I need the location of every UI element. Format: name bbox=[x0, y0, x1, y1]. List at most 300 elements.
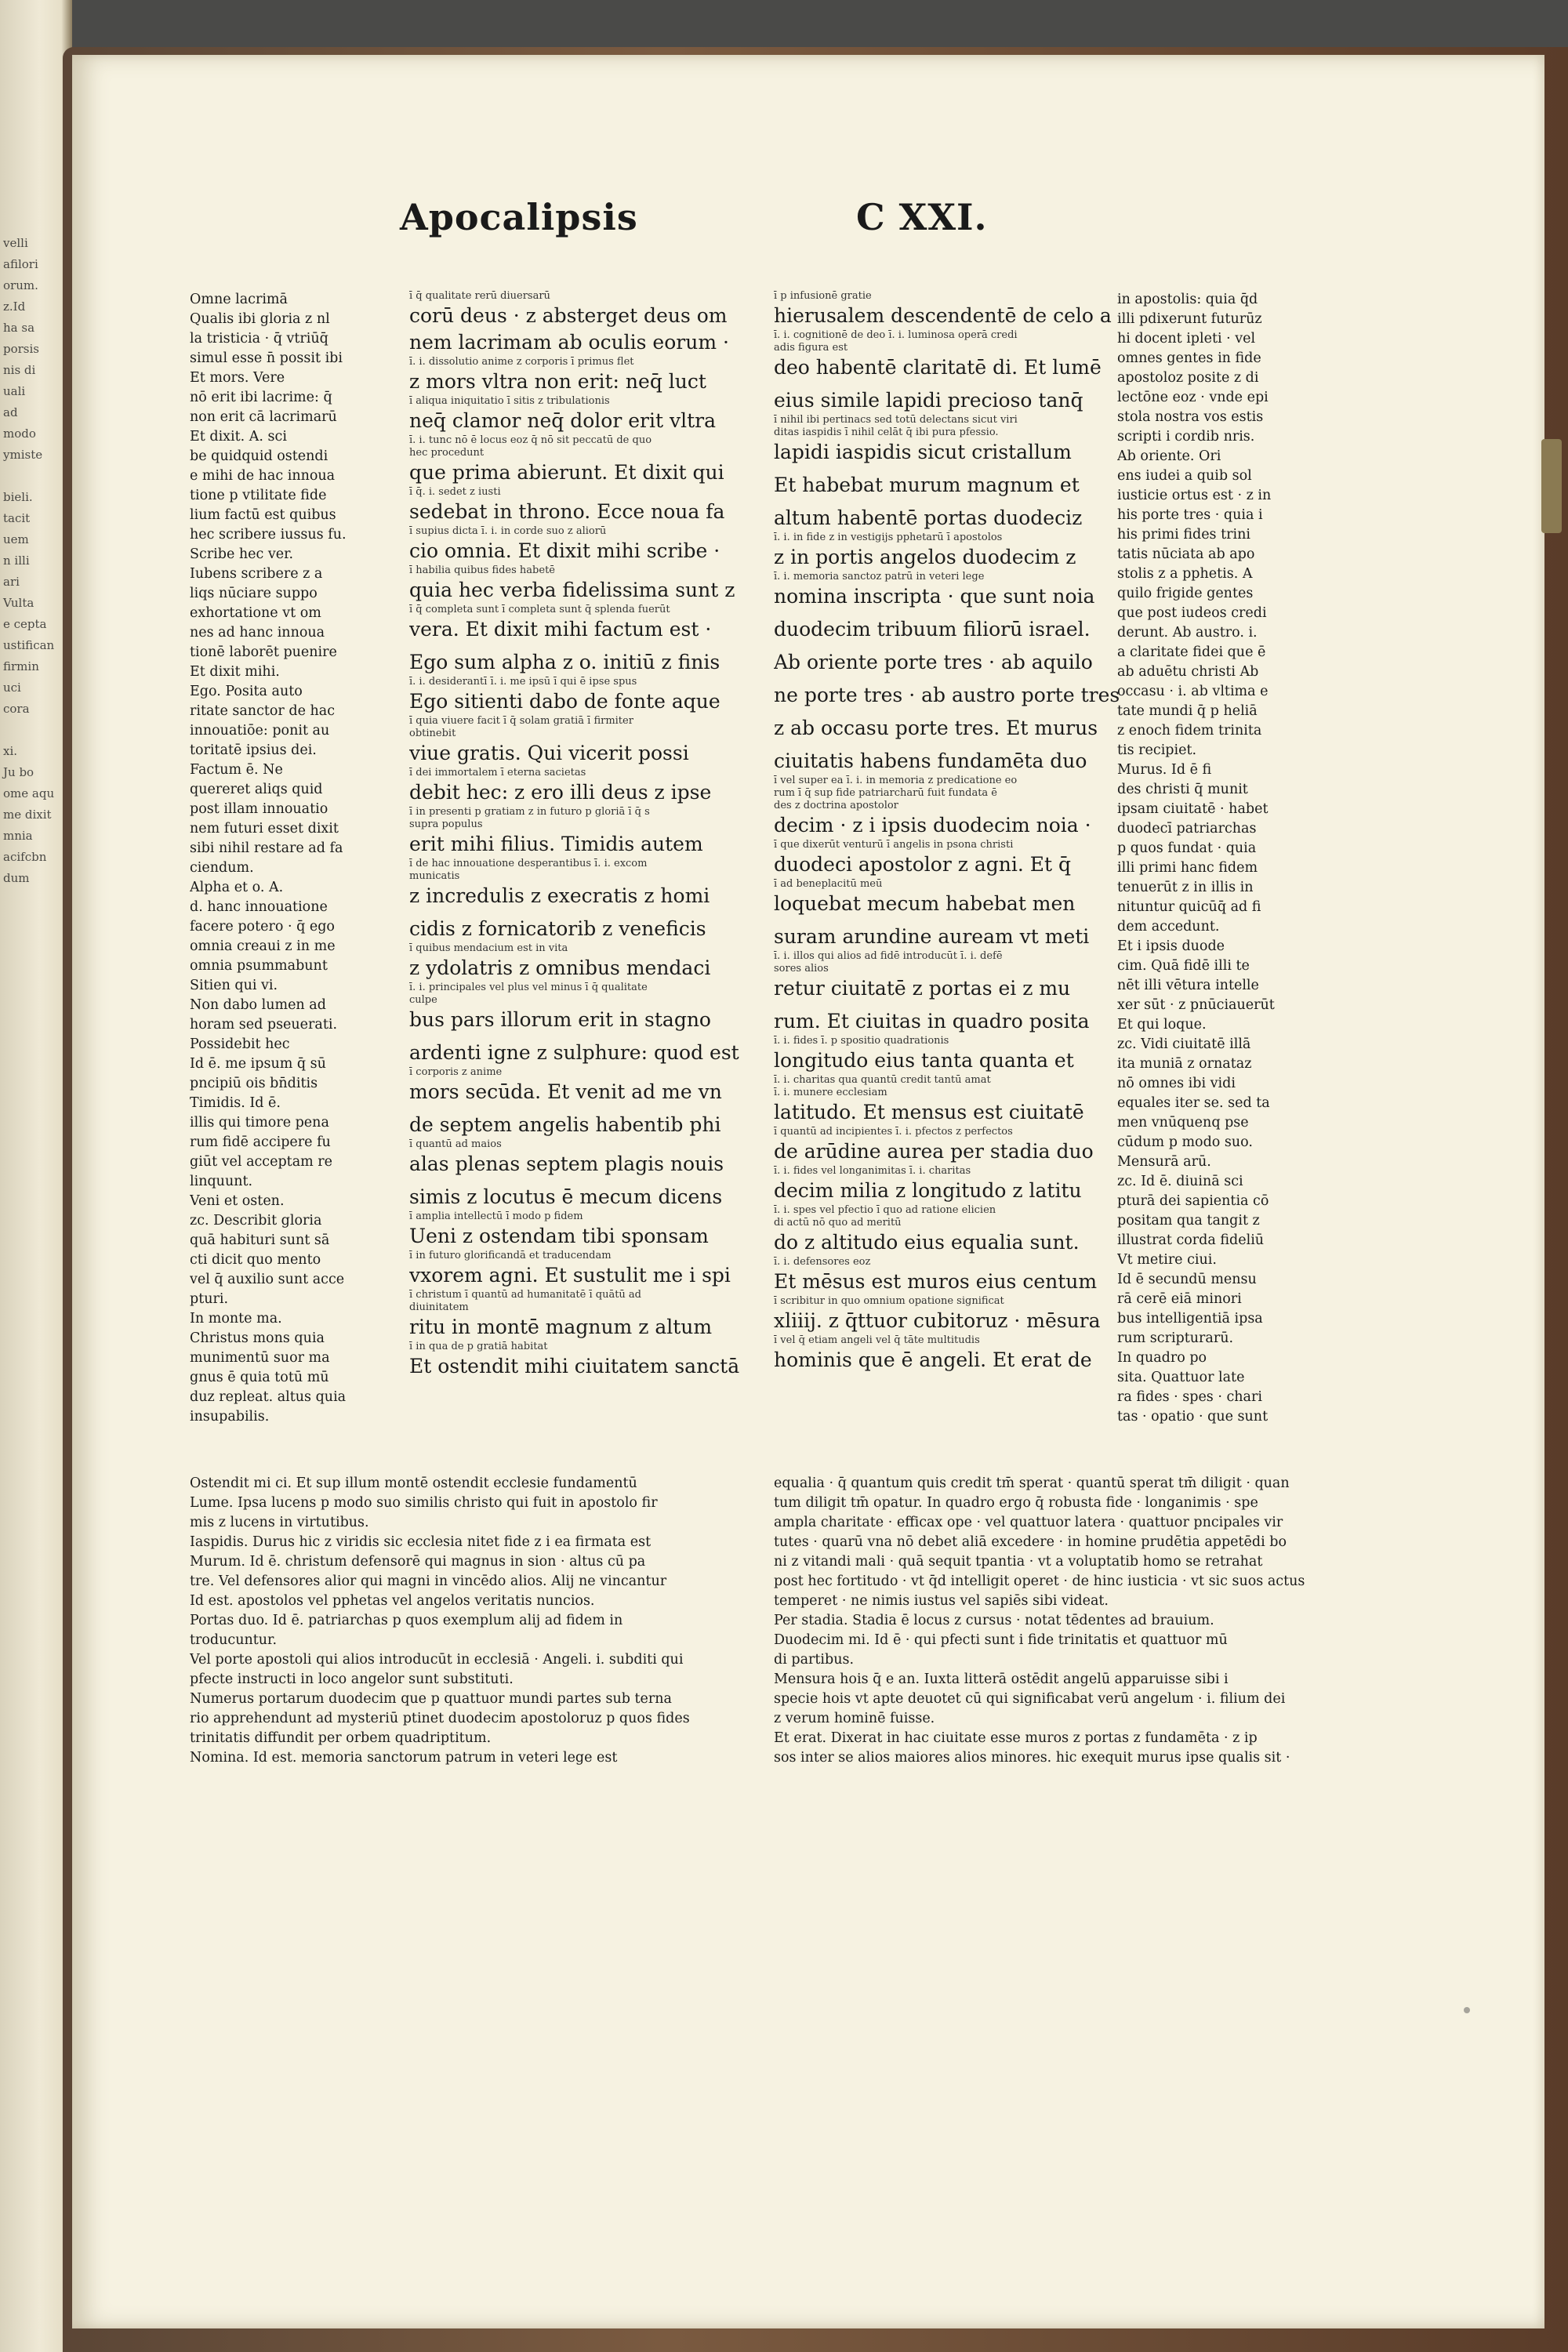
gloss-line: iusticie ortus est · z in bbox=[1117, 488, 1272, 503]
facing-page-fragment: uali bbox=[3, 384, 26, 398]
gloss-line: ra fides · spes · chari bbox=[1117, 1389, 1262, 1405]
text-line: duodecim tribuum filiorū israel. bbox=[774, 618, 1091, 641]
gloss-line: Ostendit mi ci. Et sup illum montē ostendit ecclesie fundamentū bbox=[190, 1475, 637, 1491]
gloss-column-left bbox=[190, 290, 425, 1544]
gloss-line: tate mundi q̄ p heliā bbox=[1117, 703, 1258, 719]
text-line: ne porte tres · ab austro porte tres bbox=[774, 684, 1120, 706]
facing-page-fragment: ustifican bbox=[3, 638, 55, 652]
gloss-line: di partibus. bbox=[774, 1652, 855, 1668]
text-line: hierusalem descendentē de celo a bbox=[774, 304, 1112, 327]
gloss-line: tione p vtilitate fide bbox=[190, 488, 327, 503]
text-line: Et mēsus est muros eius centum bbox=[774, 1270, 1098, 1293]
text-line: Ego sitienti dabo de fonte aque bbox=[409, 690, 720, 713]
gloss-line: ampla charitate · efficax ope · vel quattuor latera · quattuor pncipales vir bbox=[774, 1515, 1283, 1530]
text-line bbox=[409, 643, 778, 649]
gloss-line: ita muniā z ornataz bbox=[1117, 1056, 1252, 1072]
facing-page-fragment: velli bbox=[3, 236, 28, 250]
gloss-line: post illam innouatio bbox=[190, 801, 328, 817]
gloss-line: Et i ipsis duode bbox=[1117, 938, 1225, 954]
facing-page-fragment: ha sa bbox=[3, 321, 35, 335]
gloss-line: pncipiū ois bn̄ditis bbox=[190, 1076, 318, 1091]
facing-page-fragment: afilori bbox=[3, 257, 38, 271]
text-line: de septem angelis habentib phi bbox=[409, 1113, 721, 1136]
gloss-line: nem futuri esset dixit bbox=[190, 821, 339, 837]
gloss-line: p quos fundat · quia bbox=[1117, 840, 1257, 856]
text-line: retur ciuitatē z portas ei z mu bbox=[774, 977, 1071, 1000]
text-line: alas plenas septem plagis nouis bbox=[409, 1152, 724, 1175]
gloss-line: duodecī patriarchas bbox=[1117, 821, 1257, 837]
gloss-line: Factum ē. Ne bbox=[190, 762, 283, 778]
gloss-line: tenuerūt z in illis in bbox=[1117, 880, 1254, 895]
text-line bbox=[774, 499, 1142, 505]
interlinear-gloss: hec procedunt bbox=[409, 447, 485, 459]
text-line bbox=[409, 909, 778, 916]
gloss-line: lectōne eoz · vnde epi bbox=[1117, 390, 1269, 405]
gloss-line: Mensurā arū. bbox=[1117, 1154, 1211, 1170]
text-line: neq̄ clamor neq̄ dolor erit vltra bbox=[409, 409, 717, 432]
gloss-line: duz repleat. altus quia bbox=[190, 1389, 347, 1405]
gloss-line: Christus mons quia bbox=[190, 1330, 325, 1346]
text-line: xliiij. z q̄ttuor cubitoruz · mēsura bbox=[774, 1309, 1101, 1332]
facing-page-fragment: bieli. bbox=[3, 490, 33, 504]
gloss-line: nēt illi vētura intelle bbox=[1117, 978, 1259, 993]
interlinear-gloss: ī. i. fides vel longanimitas ī. i. charitas bbox=[774, 1165, 971, 1177]
gloss-line: munimentū suor ma bbox=[190, 1350, 330, 1366]
gloss-line: omnes gentes in fide bbox=[1117, 350, 1261, 366]
interlinear-gloss: ī in presenti p gratiam z in futuro p gloriā ī q̄ s bbox=[409, 806, 650, 818]
text-line: simis z locutus ē mecum dicens bbox=[409, 1185, 723, 1208]
gloss-line: Non dabo lumen ad bbox=[190, 997, 326, 1013]
interlinear-gloss: culpe bbox=[409, 994, 437, 1006]
interlinear-gloss: obtinebit bbox=[409, 728, 456, 739]
text-line: z ab occasu porte tres. Et murus bbox=[774, 717, 1098, 739]
gloss-line: equales iter se. sed ta bbox=[1117, 1095, 1270, 1111]
gloss-line: hec scribere iussus fu. bbox=[190, 527, 347, 543]
main-text-column-2 bbox=[774, 290, 1142, 1537]
text-line: nomina inscripta · que sunt noia bbox=[774, 585, 1095, 608]
gloss-line: specie hois vt apte deuotet cū qui significabat verū angelum · i. filium dei bbox=[774, 1691, 1286, 1707]
interlinear-gloss: ī scribitur in quo omnium opatione significat bbox=[774, 1295, 1004, 1307]
paper-spot bbox=[1464, 2007, 1470, 2013]
interlinear-gloss: ī habilia quibus fides habetē bbox=[409, 564, 555, 576]
interlinear-gloss: ī quantū ad incipientes ī. i. pfectos z perfectos bbox=[774, 1126, 1013, 1138]
text-line: latitudo. Et mensus est ciuitatē bbox=[774, 1101, 1084, 1123]
gloss-line: Et qui loque. bbox=[1117, 1017, 1207, 1033]
gloss-line: sibi nihil restare ad fa bbox=[190, 840, 343, 856]
gloss-line: post hec fortitudo · vt q̄d intelligit operet · de hinc iusticia · vt sic suos actus bbox=[774, 1573, 1305, 1589]
interlinear-gloss: ī quibus mendacium est in vita bbox=[409, 942, 568, 954]
gloss-line: Et dixit mihi. bbox=[190, 664, 280, 680]
interlinear-gloss: ī que dixerūt venturū ī angelis in psona christi bbox=[774, 839, 1014, 851]
text-line bbox=[774, 709, 1142, 715]
gloss-line: men vnūquenq pse bbox=[1117, 1115, 1249, 1131]
text-line: mors secūda. Et venit ad me vn bbox=[409, 1080, 722, 1103]
gloss-line: mis z lucens in virtutibus. bbox=[190, 1515, 369, 1530]
gloss-line: Scribe hec ver. bbox=[190, 546, 294, 562]
gloss-line: ni z vitandi mali · quā sequit tpantia · vt a voluptatib homo se retrahat bbox=[774, 1554, 1263, 1570]
facing-page-fragment: me dixit bbox=[3, 808, 52, 822]
gloss-line: stola nostra vos estis bbox=[1117, 409, 1264, 425]
gloss-line: scripti i cordib nris. bbox=[1117, 429, 1255, 445]
gloss-line: sita. Quattuor late bbox=[1117, 1370, 1245, 1385]
gloss-line: illi pdixerunt futurūz bbox=[1117, 311, 1262, 327]
interlinear-gloss: ī ad beneplacitū meū bbox=[774, 878, 883, 890]
text-line bbox=[409, 1033, 778, 1040]
text-line: vxorem agni. Et sustulit me i spi bbox=[409, 1264, 731, 1287]
gloss-line: que post iudeos credi bbox=[1117, 605, 1267, 621]
book-clasp bbox=[1541, 439, 1562, 533]
gloss-line: nituntur quicūq̄ ad fi bbox=[1117, 899, 1261, 915]
text-line: Et habebat murum magnum et bbox=[774, 474, 1080, 496]
gloss-line: troducuntur. bbox=[190, 1632, 278, 1648]
interlinear-gloss: municatis bbox=[409, 870, 460, 882]
text-line bbox=[774, 381, 1142, 387]
facing-page-fragment: porsis bbox=[3, 342, 39, 356]
text-line: Ego sum alpha z o. initiū z finis bbox=[409, 651, 720, 673]
facing-page-edge bbox=[0, 0, 72, 2352]
gloss-line: tum diligit tm̄ opatur. In quadro ergo q̄ robusta fide · longanimis · spe bbox=[774, 1495, 1258, 1511]
text-line bbox=[774, 1002, 1142, 1008]
facing-page-fragment: dum bbox=[3, 871, 30, 885]
gloss-line: facere potero · q̄ ego bbox=[190, 919, 335, 935]
interlinear-gloss: ī dei immortalem ī eterna sacietas bbox=[409, 767, 586, 779]
gloss-line: cūdum p modo suo. bbox=[1117, 1134, 1253, 1150]
gloss-line: d. hanc innouatione bbox=[190, 899, 328, 915]
gloss-line: nō omnes ibi vidi bbox=[1117, 1076, 1236, 1091]
interlinear-gloss: ī q̄ qualitate rerū diuersarū bbox=[409, 290, 550, 302]
interlinear-gloss: ī quia viuere facit ī q̄ solam gratiā ī firmiter bbox=[409, 715, 633, 727]
gloss-line: horam sed pseuerati. bbox=[190, 1017, 338, 1033]
gloss-line: Id ē secundū mensu bbox=[1117, 1272, 1257, 1287]
text-line: erit mihi filius. Timidis autem bbox=[409, 833, 703, 855]
facing-page-fragment: ome aqu bbox=[3, 786, 55, 800]
gloss-line: giūt vel acceptam re bbox=[190, 1154, 333, 1170]
text-line: ciuitatis habens fundamēta duo bbox=[774, 750, 1087, 772]
gloss-line: Per stadia. Stadia ē locus z cursus · notat tēdentes ad brauium. bbox=[774, 1613, 1214, 1628]
facing-page-fragment: e cepta bbox=[3, 617, 47, 631]
gloss-block-bottom-left bbox=[190, 1474, 770, 1788]
interlinear-gloss: adis figura est bbox=[774, 342, 848, 354]
interlinear-gloss: ī. i. dissolutio anime z corporis ī primus flet bbox=[409, 356, 634, 368]
gloss-line: omnia creaui z in me bbox=[190, 938, 336, 954]
interlinear-gloss: ī. i. illos qui alios ad fidē introducūt ī. i. defē bbox=[774, 950, 1003, 962]
gloss-line: in apostolis: quia q̄d bbox=[1117, 292, 1258, 307]
gloss-line: liqs nūciare suppo bbox=[190, 586, 318, 601]
gloss-line: nō erit ibi lacrime: q̄ bbox=[190, 390, 332, 405]
text-line: viue gratis. Qui vicerit possi bbox=[409, 742, 689, 764]
gloss-line: Iubens scribere z a bbox=[190, 566, 323, 582]
text-line: cio omnia. Et dixit mihi scribe · bbox=[409, 539, 720, 562]
gloss-line: Id ē. me ipsum q̄ sū bbox=[190, 1056, 326, 1072]
gloss-line: tas · opatio · que sunt bbox=[1117, 1409, 1269, 1425]
gloss-line: hi docent ipleti · vel bbox=[1117, 331, 1256, 347]
gloss-line: Alpha et o. A. bbox=[190, 880, 284, 895]
gloss-line: Omne lacrimā bbox=[190, 292, 288, 307]
interlinear-gloss: ī. i. tunc nō ē locus eoz q̄ nō sit peccatū de quo bbox=[409, 434, 652, 446]
gloss-line: Qualis ibi gloria z nl bbox=[190, 311, 330, 327]
facing-page-fragment: cora bbox=[3, 702, 30, 716]
main-text-column-1 bbox=[409, 290, 778, 1537]
gloss-line: Nomina. Id est. memoria sanctorum patrum in veteri lege est bbox=[190, 1750, 618, 1766]
text-line: ardenti igne z sulphure: quod est bbox=[409, 1041, 739, 1064]
gloss-line: illustrat corda fideliū bbox=[1117, 1232, 1265, 1248]
gloss-line: apostoloz posite z di bbox=[1117, 370, 1259, 386]
text-line: cidis z fornicatorib z veneficis bbox=[409, 917, 706, 940]
interlinear-gloss: ī quantū ad maios bbox=[409, 1138, 502, 1150]
text-line: decim · z i ipsis duodecim noia · bbox=[774, 814, 1091, 837]
gloss-line: ab aduētu christi Ab bbox=[1117, 664, 1259, 680]
gloss-line: xer sūt · z pnūciauerūt bbox=[1117, 997, 1275, 1013]
text-line: suram arundine auream vt meti bbox=[774, 925, 1090, 948]
gloss-line: occasu · i. ab vltima e bbox=[1117, 684, 1269, 699]
gloss-line: Et dixit. A. sci bbox=[190, 429, 287, 445]
facing-page-fragment: ari bbox=[3, 575, 20, 589]
interlinear-gloss: ī. i. munere ecclesiam bbox=[774, 1087, 887, 1098]
facing-page-fragment: Vulta bbox=[3, 596, 34, 610]
gloss-line: zc. Describit gloria bbox=[190, 1213, 322, 1229]
gloss-line: Murum. Id ē. christum defensorē qui magnus in sion · altus cū pa bbox=[190, 1554, 646, 1570]
gloss-line: pturā dei sapientia cō bbox=[1117, 1193, 1269, 1209]
gloss-line: illis qui timore pena bbox=[190, 1115, 329, 1131]
text-line: Ab oriente porte tres · ab aquilo bbox=[774, 651, 1093, 673]
text-line bbox=[409, 1105, 778, 1112]
text-line: ritu in montē magnum z altum bbox=[409, 1316, 713, 1338]
interlinear-gloss: ī nihil ibi pertinacs sed totū delectans sicut viri bbox=[774, 414, 1018, 426]
text-line bbox=[774, 643, 1142, 649]
gloss-line: a claritate fidei que ē bbox=[1117, 644, 1266, 660]
text-line bbox=[774, 610, 1142, 616]
gloss-line: linquunt. bbox=[190, 1174, 253, 1189]
gloss-line: Lume. Ipsa lucens p modo suo similis christo qui fuit in apostolo fir bbox=[190, 1495, 658, 1511]
text-line: lapidi iaspidis sicut cristallum bbox=[774, 441, 1072, 463]
interlinear-gloss: ī q̄. i. sedet z iusti bbox=[409, 486, 501, 498]
gloss-line: vel q̄ auxilio sunt acce bbox=[190, 1272, 345, 1287]
facing-page-fragment: acifcbn bbox=[3, 850, 47, 864]
text-line bbox=[409, 1178, 778, 1184]
text-line: rum. Et ciuitas in quadro posita bbox=[774, 1010, 1090, 1033]
text-line: loquebat mecum habebat men bbox=[774, 892, 1076, 915]
text-line: sedebat in throno. Ecce noua fa bbox=[409, 500, 725, 523]
interlinear-gloss: ī. i. defensores eoz bbox=[774, 1256, 871, 1268]
interlinear-gloss: sores alios bbox=[774, 963, 829, 975]
gloss-block-bottom-right bbox=[774, 1474, 1370, 1788]
gloss-line: Ego. Posita auto bbox=[190, 684, 303, 699]
text-line: Ueni z ostendam tibi sponsam bbox=[409, 1225, 709, 1247]
interlinear-gloss: ī. i. cognitionē de deo ī. i. luminosa operā credi bbox=[774, 329, 1018, 341]
running-head-chapter: C XXI. bbox=[856, 196, 988, 238]
interlinear-gloss: ī. i. spes vel pfectio ī quo ad ratione elicien bbox=[774, 1204, 996, 1216]
facing-page-fragment: xi. bbox=[3, 744, 18, 758]
gloss-line: bus intelligentiā ipsa bbox=[1117, 1311, 1263, 1327]
gloss-line: e mihi de hac innoua bbox=[190, 468, 336, 484]
gloss-line: rum scripturarū. bbox=[1117, 1330, 1234, 1346]
gloss-line: Id est. apostolos vel pphetas vel angelos veritatis nuncios. bbox=[190, 1593, 595, 1609]
interlinear-gloss: ī corporis z anime bbox=[409, 1066, 503, 1078]
gloss-line: positam qua tangit z bbox=[1117, 1213, 1260, 1229]
gloss-line: z enoch fidem trinita bbox=[1117, 723, 1262, 739]
facing-page-fragment: modo bbox=[3, 426, 36, 441]
gloss-line: cti dicit quo mento bbox=[190, 1252, 321, 1268]
gloss-line: lium factū est quibus bbox=[190, 507, 336, 523]
interlinear-gloss: des z doctrina apostolor bbox=[774, 800, 898, 811]
gloss-line: Duodecim mi. Id ē · qui pfecti sunt i fide trinitatis et quattuor mū bbox=[774, 1632, 1228, 1648]
interlinear-gloss: ī. i. memoria sanctoz patrū in veteri lege bbox=[774, 571, 985, 583]
gloss-line: Et erat. Dixerat in hac ciuitate esse muros z portas z fundamēta · z ip bbox=[774, 1730, 1258, 1746]
text-line: debit hec: z ero illi deus z ipse bbox=[409, 781, 712, 804]
gloss-line: Murus. Id ē fi bbox=[1117, 762, 1212, 778]
gloss-line: des christi q̄ munit bbox=[1117, 782, 1248, 797]
gloss-line: zc. Vidi ciuitatē illā bbox=[1117, 1036, 1251, 1052]
facing-page-fragment: Ju bo bbox=[3, 765, 34, 779]
text-line: bus pars illorum erit in stagno bbox=[409, 1008, 711, 1031]
gloss-line: derunt. Ab austro. i. bbox=[1117, 625, 1258, 641]
interlinear-gloss: diuinitatem bbox=[409, 1301, 469, 1313]
gloss-line: rum fidē accipere fu bbox=[190, 1134, 331, 1150]
gloss-line: pturi. bbox=[190, 1291, 229, 1307]
gloss-line: be quidquid ostendi bbox=[190, 448, 328, 464]
gloss-line: tutes · quarū vna nō debet aliā excedere · in homine prudētia appetēdi bo bbox=[774, 1534, 1287, 1550]
interlinear-gloss: ī vel q̄ etiam angeli vel q̄ tāte multitudis bbox=[774, 1334, 980, 1346]
gloss-line: Portas duo. Id ē. patriarchas p quos exemplum alij ad fidem in bbox=[190, 1613, 623, 1628]
gloss-line: toritatē ipsius dei. bbox=[190, 742, 317, 758]
gloss-line: nes ad hanc innoua bbox=[190, 625, 325, 641]
facing-page-fragment: nis di bbox=[3, 363, 36, 377]
interlinear-gloss: ī amplia intellectū ī modo p fidem bbox=[409, 1210, 583, 1222]
gloss-line: tis recipiet. bbox=[1117, 742, 1197, 758]
interlinear-gloss: ī in qua de p gratiā habitat bbox=[409, 1341, 548, 1352]
gloss-line: gnus ē quia totū mū bbox=[190, 1370, 329, 1385]
gloss-line: dem accedunt. bbox=[1117, 919, 1220, 935]
interlinear-gloss: ī. i. charitas qua quantū credit tantū amat bbox=[774, 1074, 991, 1086]
gloss-line: omnia psummabunt bbox=[190, 958, 328, 974]
text-line: Et ostendit mihi ciuitatem sanctā bbox=[409, 1355, 740, 1377]
text-line bbox=[774, 676, 1142, 682]
gloss-column-right bbox=[1117, 290, 1368, 1544]
gloss-line: non erit cā lacrimarū bbox=[190, 409, 337, 425]
text-line: corū deus · z absterget deus om bbox=[409, 304, 728, 327]
gloss-line: Possidebit hec bbox=[190, 1036, 290, 1052]
facing-page-fragment: z.Id bbox=[3, 299, 26, 314]
gloss-line: quilo frigide gentes bbox=[1117, 586, 1254, 601]
facing-page-fragment: uci bbox=[3, 681, 21, 695]
text-line bbox=[774, 742, 1142, 748]
facing-page-fragment: ad bbox=[3, 405, 18, 419]
interlinear-gloss: ī christum ī quantū ad humanitatē ī quātū ad bbox=[409, 1289, 641, 1301]
text-line: eius simile lapidi precioso tanq̄ bbox=[774, 389, 1083, 412]
gloss-line: In quadro po bbox=[1117, 1350, 1207, 1366]
gloss-line: rio apprehendunt ad mysteriū ptinet duodecim apostoloruz p quos fides bbox=[190, 1711, 690, 1726]
interlinear-gloss: supra populus bbox=[409, 818, 483, 830]
gloss-line: tionē laborēt puenire bbox=[190, 644, 337, 660]
facing-page-fragment: uem bbox=[3, 532, 29, 546]
gloss-line: ciendum. bbox=[190, 860, 254, 876]
facing-page-fragment: n illi bbox=[3, 554, 30, 568]
gloss-line: Mensura hois q̄ e an. Iuxta litterā ostēdit angelū apparuisse sibi i bbox=[774, 1671, 1229, 1687]
facing-page-fragment: mnia bbox=[3, 829, 33, 843]
text-line: quia hec verba fidelissima sunt z bbox=[409, 579, 735, 601]
gloss-line: ipsam ciuitatē · habet bbox=[1117, 801, 1269, 817]
interlinear-gloss: ī aliqua iniquitatio ī sitis z tribulationis bbox=[409, 395, 610, 407]
text-line: decim milia z longitudo z latitu bbox=[774, 1179, 1082, 1202]
text-line: z mors vltra non erit: neq̄ luct bbox=[409, 370, 706, 393]
interlinear-gloss: ī vel super ea ī. i. in memoria z predicatione eo bbox=[774, 775, 1018, 786]
gloss-line: Et mors. Vere bbox=[190, 370, 285, 386]
interlinear-gloss: ī de hac innouatione desperantibus ī. i. excom bbox=[409, 858, 648, 869]
interlinear-gloss: ī. i. desiderantī ī. i. me ipsū ī qui ē ipse spus bbox=[409, 676, 637, 688]
gloss-line: pfecte instructi in loco angelor sunt substituti. bbox=[190, 1671, 514, 1687]
gloss-line: Iaspidis. Durus hic z viridis sic ecclesia nitet fide z i ea firmata est bbox=[190, 1534, 652, 1550]
text-line: de arūdine aurea per stadia duo bbox=[774, 1140, 1094, 1163]
gloss-line: la tristicia · q̄ vtriūq̄ bbox=[190, 331, 328, 347]
gloss-line: Veni et osten. bbox=[190, 1193, 285, 1209]
facing-page-fragment: orum. bbox=[3, 278, 38, 292]
text-line: z incredulis z execratis z homi bbox=[409, 884, 710, 907]
text-line: vera. Et dixit mihi factum est · bbox=[409, 618, 712, 641]
facing-page-fragment: tacit bbox=[3, 511, 31, 525]
interlinear-gloss: ī. i. principales vel plus vel minus ī q̄ qualitate bbox=[409, 982, 648, 993]
gloss-line: his primi fides trini bbox=[1117, 527, 1250, 543]
gloss-line: rā cerē eiā minori bbox=[1117, 1291, 1242, 1307]
text-line: duodeci apostolor z agni. Et q̄ bbox=[774, 853, 1071, 876]
text-line: hominis que ē angeli. Et erat de bbox=[774, 1348, 1092, 1371]
manuscript-page bbox=[72, 55, 1544, 2328]
gloss-line: Timidis. Id ē. bbox=[190, 1095, 281, 1111]
text-line bbox=[774, 466, 1142, 472]
text-line bbox=[774, 917, 1142, 924]
gloss-line: quereret aliqs quid bbox=[190, 782, 323, 797]
gloss-line: zc. Id ē. diuinā sci bbox=[1117, 1174, 1243, 1189]
gloss-line: cim. Quā fidē illi te bbox=[1117, 958, 1250, 974]
interlinear-gloss: ī. i. fides ī. p spositio quadrationis bbox=[774, 1035, 949, 1047]
gloss-line: Vt metire ciui. bbox=[1117, 1252, 1217, 1268]
gloss-line: tre. Vel defensores alior qui magni in vincēdo alios. Alij ne vincantur bbox=[190, 1573, 667, 1589]
interlinear-gloss: ditas iaspidis ī nihil celāt q̄ ibi pura pfessio. bbox=[774, 426, 999, 438]
gloss-line: his porte tres · quia i bbox=[1117, 507, 1263, 523]
gloss-line: Ab oriente. Ori bbox=[1117, 448, 1221, 464]
gloss-line: exhortatione vt om bbox=[190, 605, 321, 621]
gloss-line: z verum hominē fuisse. bbox=[774, 1711, 935, 1726]
facing-page-fragment: firmin bbox=[3, 659, 39, 673]
interlinear-gloss: ī in futuro glorificandā et traducendam bbox=[409, 1250, 612, 1261]
interlinear-gloss: ī supius dicta ī. i. in corde suo z aliorū bbox=[409, 525, 607, 537]
gloss-line: sos inter se alios maiores alios minores. hic exequit murus ipse qualis sit · bbox=[774, 1750, 1290, 1766]
interlinear-gloss: ī p infusionē gratie bbox=[774, 290, 872, 302]
text-line: que prima abierunt. Et dixit qui bbox=[409, 461, 724, 484]
gloss-line: temperet · ne nimis iustus vel sapiēs sibi videat. bbox=[774, 1593, 1109, 1609]
gloss-line: tatis nūciata ab apo bbox=[1117, 546, 1255, 562]
gloss-line: simul esse n̄ possit ibi bbox=[190, 350, 343, 366]
text-line: z ydolatris z omnibus mendaci bbox=[409, 956, 711, 979]
text-line: nem lacrimam ab oculis eorum · bbox=[409, 331, 729, 354]
text-line: z in portis angelos duodecim z bbox=[774, 546, 1076, 568]
interlinear-gloss: rum ī q̄ sup fide patriarcharū fuit fundata ē bbox=[774, 787, 997, 799]
gloss-line: Vel porte apostoli qui alios introducūt in ecclesiā · Angeli. i. subditi qui bbox=[190, 1652, 684, 1668]
gloss-line: ritate sanctor de hac bbox=[190, 703, 335, 719]
gloss-line: Numerus portarum duodecim que p quattuor mundi partes sub terna bbox=[190, 1691, 672, 1707]
interlinear-gloss: di actū nō quo ad meritū bbox=[774, 1217, 902, 1229]
gloss-line: In monte ma. bbox=[190, 1311, 282, 1327]
gloss-line: insupabilis. bbox=[190, 1409, 270, 1425]
interlinear-gloss: ī q̄ completa sunt ī completa sunt q̄ splenda fuerūt bbox=[409, 604, 670, 615]
gloss-line: ens iudei a quib sol bbox=[1117, 468, 1252, 484]
gloss-line: equalia · q̄ quantum quis credit tm̄ sperat · quantū sperat tm̄ diligit · quan bbox=[774, 1475, 1290, 1491]
gloss-line: trinitatis diffundit per orbem quadriptitum. bbox=[190, 1730, 492, 1746]
gloss-line: quā habituri sunt sā bbox=[190, 1232, 330, 1248]
gloss-line: stolis z a pphetis. A bbox=[1117, 566, 1253, 582]
gloss-line: illi primi hanc fidem bbox=[1117, 860, 1258, 876]
text-line: longitudo eius tanta quanta et bbox=[774, 1049, 1074, 1072]
text-line: deo habentē claritatē di. Et lumē bbox=[774, 356, 1102, 379]
